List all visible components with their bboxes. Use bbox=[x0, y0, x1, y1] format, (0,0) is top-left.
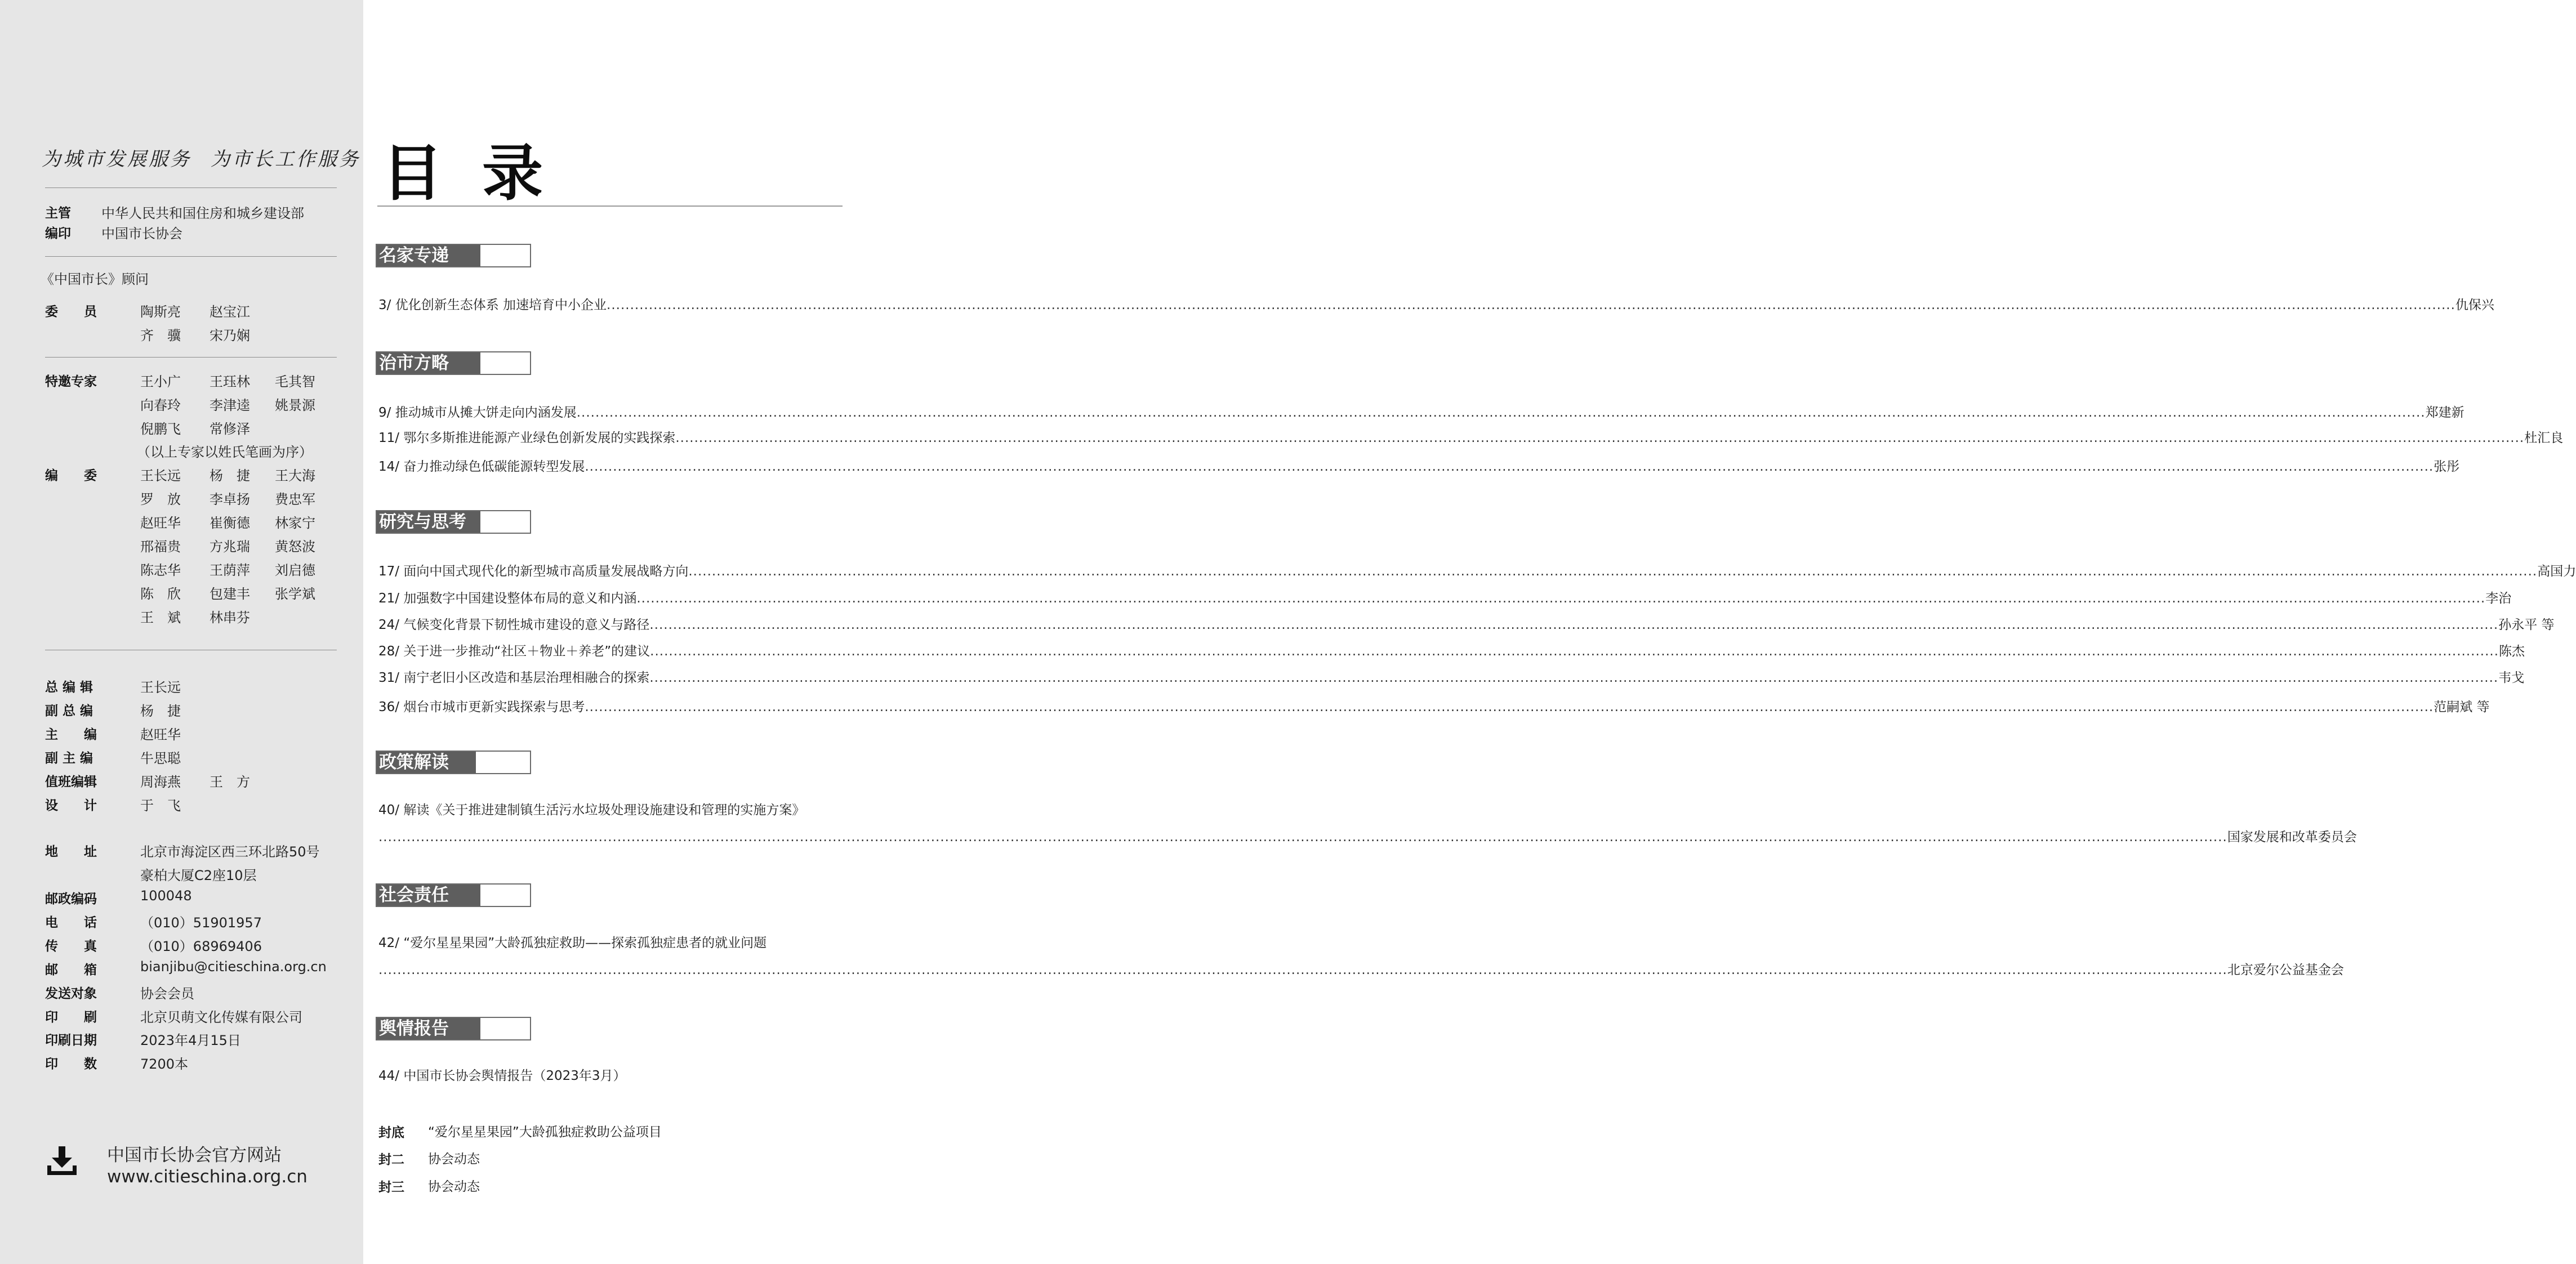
info-label: 邮 箱 bbox=[45, 963, 97, 977]
section-header bbox=[376, 510, 531, 534]
slogan-part-1: 为城市发展服务 bbox=[42, 148, 191, 171]
info-value: 7200本 bbox=[140, 1056, 189, 1072]
toc-entry-title: 11/ 鄂尔多斯推进能源产业绿色创新发展的实践探索 bbox=[378, 431, 676, 445]
toc-entry-title[interactable]: 44/ 中国市长协会舆情报告（2023年3月） bbox=[378, 1069, 626, 1083]
toc-entry-title: 36/ 烟台市城市更新实践探索与思考 bbox=[378, 700, 585, 714]
info-value: 100048 bbox=[140, 888, 192, 904]
sponsor-value: 中华人民共和国住房和城乡建设部 bbox=[101, 206, 304, 221]
website-name: 中国市长协会官方网站 bbox=[107, 1145, 282, 1165]
toc-entry[interactable] bbox=[378, 669, 2525, 686]
info-label: 邮政编码 bbox=[45, 892, 97, 906]
toc-entry-leader: ........................................................................................................................................................................................................................................................................................................................................................................................................... bbox=[650, 644, 2499, 659]
cover-label: 封三 bbox=[378, 1180, 404, 1195]
cover-title[interactable]: 协会动态 bbox=[428, 1180, 480, 1194]
experts-label: 特邀专家 bbox=[45, 374, 97, 389]
toc-entry-author: 杜汇良 bbox=[2524, 431, 2564, 445]
toc-entry-author: 仇保兴 bbox=[2455, 298, 2494, 312]
committee-label: 委 员 bbox=[45, 305, 97, 319]
staff-label: 副 主 编 bbox=[45, 751, 93, 766]
toc-entry-leader: ........................................................................................................................................................................................................................................................................................................................................................................................................... bbox=[675, 431, 2525, 445]
staff-label: 设 计 bbox=[45, 798, 97, 813]
toc-entry-title[interactable]: 42/ “爱尔星星果园”大龄孤独症救助——探索孤独症患者的就业问题 bbox=[378, 936, 767, 950]
info-label: 发送对象 bbox=[45, 986, 97, 1001]
section-title: 舆情报告 bbox=[377, 1018, 480, 1039]
info-value: 2023年4月15日 bbox=[140, 1033, 241, 1048]
toc-entry-author: 高国力 bbox=[2537, 564, 2576, 579]
toc-title: 目录 bbox=[382, 138, 583, 209]
cover-label: 封底 bbox=[378, 1125, 404, 1140]
toc-entry-title: 21/ 加强数字中国建设整体布局的意义和内涵 bbox=[378, 591, 637, 606]
toc-entry-leader: ........................................................................................................................................................................................................................................................................................................................................................................................................... bbox=[688, 564, 2538, 579]
masthead-panel bbox=[0, 0, 363, 1264]
toc-entry-leader: ........................................................................................................................................................................................................................................................................................................................................................................................................... bbox=[636, 591, 2486, 606]
toc-entry-title: 17/ 面向中国式现代化的新型城市高质量发展战略方向 bbox=[378, 564, 689, 579]
toc-entry[interactable] bbox=[378, 430, 2564, 446]
toc-entry[interactable] bbox=[378, 962, 2344, 979]
toc-entry-author: 韦戈 bbox=[2498, 671, 2525, 685]
info-value: （010）51901957 bbox=[140, 915, 262, 931]
section-header bbox=[376, 244, 531, 267]
toc-entry[interactable] bbox=[378, 297, 2494, 314]
staff-value: 周海燕 bbox=[140, 774, 181, 790]
board-member: 王大海 bbox=[275, 468, 315, 484]
staff-value: 牛思聪 bbox=[140, 751, 181, 766]
toc-entry-leader: ........................................................................................................................................................................................................................................................................................................................................................................................................... bbox=[576, 405, 2426, 420]
advisors-heading: 《中国市长》顾问 bbox=[41, 271, 149, 287]
email-link[interactable]: bianjibu@citieschina.org.cn bbox=[140, 959, 327, 975]
board-member: 包建丰 bbox=[210, 586, 250, 602]
expert-name: 李津逵 bbox=[210, 397, 250, 413]
slogan-part-2: 为市长工作服务 bbox=[211, 148, 360, 171]
board-member: 杨 捷 bbox=[210, 468, 250, 484]
board-member: 邢福贵 bbox=[140, 539, 181, 555]
expert-name: 毛其智 bbox=[275, 374, 315, 390]
expert-name: 王小广 bbox=[140, 374, 181, 390]
info-value: 协会会员 bbox=[140, 986, 194, 1002]
download-icon bbox=[46, 1145, 78, 1177]
staff-label: 副 总 编 bbox=[45, 704, 93, 718]
toc-entry[interactable] bbox=[378, 699, 2490, 716]
toc-entry-leader: ........................................................................................................................................................................................................................................................................................................................................................................................................... bbox=[378, 830, 2227, 845]
toc-entry-author: 孙永平 等 bbox=[2498, 618, 2555, 632]
staff-label: 主 编 bbox=[45, 727, 97, 742]
toc-entry[interactable] bbox=[378, 829, 2357, 846]
toc-entry[interactable] bbox=[378, 458, 2460, 475]
board-label: 编 委 bbox=[45, 468, 97, 483]
info-label: 传 真 bbox=[45, 939, 97, 954]
experts-note: （以上专家以姓氏笔画为序） bbox=[137, 444, 313, 460]
toc-entry[interactable] bbox=[378, 563, 2576, 580]
section-title: 治市方略 bbox=[377, 352, 480, 374]
website-url[interactable]: www.citieschina.org.cn bbox=[107, 1167, 307, 1187]
staff-value: 王 方 bbox=[210, 774, 250, 790]
sponsor-label: 主管 bbox=[45, 206, 71, 221]
toc-entry[interactable] bbox=[378, 590, 2512, 607]
toc-entry-leader: ........................................................................................................................................................................................................................................................................................................................................................................................................... bbox=[378, 963, 2227, 977]
section-header bbox=[376, 1017, 531, 1040]
board-member: 方兆瑞 bbox=[210, 539, 250, 555]
board-member: 王荫萍 bbox=[210, 562, 250, 578]
expert-name: 王珏林 bbox=[210, 374, 250, 390]
toc-entry[interactable] bbox=[378, 643, 2525, 660]
section-header bbox=[376, 883, 531, 907]
staff-value: 王长远 bbox=[140, 680, 181, 695]
board-member: 李卓扬 bbox=[210, 492, 250, 507]
toc-entry-author: 郑建新 bbox=[2425, 405, 2464, 420]
toc-entry-title: 24/ 气候变化背景下韧性城市建设的意义与路径 bbox=[378, 618, 650, 632]
section-header bbox=[376, 351, 531, 375]
cover-title[interactable]: “爱尔星星果园”大龄孤独症救助公益项目 bbox=[428, 1125, 662, 1140]
board-member: 林串芬 bbox=[210, 610, 250, 626]
board-member: 王长远 bbox=[140, 468, 181, 484]
staff-value: 赵旺华 bbox=[140, 727, 181, 743]
toc-entry[interactable] bbox=[378, 617, 2555, 633]
staff-value: 杨 捷 bbox=[140, 703, 181, 719]
toc-entry-leader: ........................................................................................................................................................................................................................................................................................................................................................................................................... bbox=[607, 298, 2455, 312]
toc-entry-title[interactable]: 40/ 解读《关于推进建制镇生活污水垃圾处理设施建设和管理的实施方案》 bbox=[378, 803, 805, 818]
staff-label: 总 编 辑 bbox=[45, 680, 93, 695]
section-header bbox=[376, 751, 531, 774]
toc-entry-leader: ........................................................................................................................................................................................................................................................................................................................................................................................................... bbox=[585, 700, 2434, 714]
toc-entry-leader: ........................................................................................................................................................................................................................................................................................................................................................................................................... bbox=[585, 459, 2434, 474]
editor-label: 编印 bbox=[45, 226, 71, 241]
committee-member: 宋乃娴 bbox=[210, 328, 250, 343]
board-member: 林家宁 bbox=[275, 515, 315, 531]
editor-value: 中国市长协会 bbox=[101, 226, 182, 242]
board-member: 赵旺华 bbox=[140, 515, 181, 531]
divider bbox=[45, 256, 337, 257]
toc-entry-title: 3/ 优化创新生态体系 加速培育中小企业 bbox=[378, 298, 607, 312]
info-value: 北京市海淀区西三环北路50号 bbox=[140, 844, 320, 860]
expert-name: 向春玲 bbox=[140, 397, 181, 413]
toc-entry-title: 9/ 推动城市从摊大饼走向内涵发展 bbox=[378, 405, 577, 420]
toc-entry-author: 国家发展和改革委员会 bbox=[2227, 830, 2357, 845]
toc-entry-author: 张彤 bbox=[2434, 459, 2460, 474]
toc-entry-author: 范嗣斌 等 bbox=[2434, 700, 2490, 714]
committee-member: 陶斯亮 bbox=[140, 304, 181, 320]
toc-entry-author: 北京爱尔公益基金会 bbox=[2227, 963, 2344, 977]
expert-name: 常修泽 bbox=[210, 421, 250, 437]
board-member: 费忠军 bbox=[275, 492, 315, 507]
board-member: 黄怒波 bbox=[275, 539, 315, 555]
section-title: 政策解读 bbox=[377, 752, 476, 773]
info-label: 印刷日期 bbox=[45, 1033, 97, 1048]
section-title: 名家专递 bbox=[377, 245, 480, 266]
website-block bbox=[107, 1145, 307, 1187]
section-title: 社会责任 bbox=[377, 885, 480, 906]
board-member: 张学斌 bbox=[275, 586, 315, 602]
toc-entry-leader: ........................................................................................................................................................................................................................................................................................................................................................................................................... bbox=[649, 671, 2499, 685]
toc-entry-author: 李治 bbox=[2485, 591, 2512, 606]
toc-entry[interactable] bbox=[378, 404, 2464, 421]
toc-entry-title: 28/ 关于进一步推动“社区＋物业＋养老”的建议 bbox=[378, 644, 650, 659]
cover-label: 封二 bbox=[378, 1153, 404, 1167]
board-member: 罗 放 bbox=[140, 492, 181, 507]
board-member: 崔衡德 bbox=[210, 515, 250, 531]
info-label: 印 刷 bbox=[45, 1010, 97, 1025]
board-member: 陈 欣 bbox=[140, 586, 181, 602]
info-label: 电 话 bbox=[45, 915, 97, 930]
toc-entry-title: 14/ 奋力推动绿色低碳能源转型发展 bbox=[378, 459, 585, 474]
staff-label: 值班编辑 bbox=[45, 775, 97, 789]
info-label: 地 址 bbox=[45, 845, 97, 859]
committee-member: 赵宝江 bbox=[210, 304, 250, 320]
slogan bbox=[42, 144, 360, 171]
toc-entry-leader: ........................................................................................................................................................................................................................................................................................................................................................................................................... bbox=[649, 618, 2499, 632]
staff-value: 于 飞 bbox=[140, 798, 181, 814]
info-value: 北京贝萌文化传媒有限公司 bbox=[140, 1010, 302, 1025]
expert-name: 姚景源 bbox=[275, 397, 315, 413]
toc-entry-title: 31/ 南宁老旧小区改造和基层治理相融合的探索 bbox=[378, 671, 650, 685]
info-label: 印 数 bbox=[45, 1057, 97, 1071]
committee-member: 齐 骥 bbox=[140, 328, 181, 343]
board-member: 刘启德 bbox=[275, 562, 315, 578]
expert-name: 倪鹏飞 bbox=[140, 421, 181, 437]
divider bbox=[45, 357, 337, 358]
divider bbox=[45, 187, 337, 188]
info-value: （010）68969406 bbox=[140, 939, 262, 954]
board-member: 王 斌 bbox=[140, 610, 181, 626]
cover-title[interactable]: 协会动态 bbox=[428, 1152, 480, 1167]
toc-entry-author: 陈杰 bbox=[2499, 644, 2525, 659]
info-value: 豪柏大厦C2座10层 bbox=[140, 868, 257, 883]
title-rule bbox=[377, 206, 843, 207]
board-member: 陈志华 bbox=[140, 562, 181, 578]
section-title: 研究与思考 bbox=[377, 511, 480, 533]
